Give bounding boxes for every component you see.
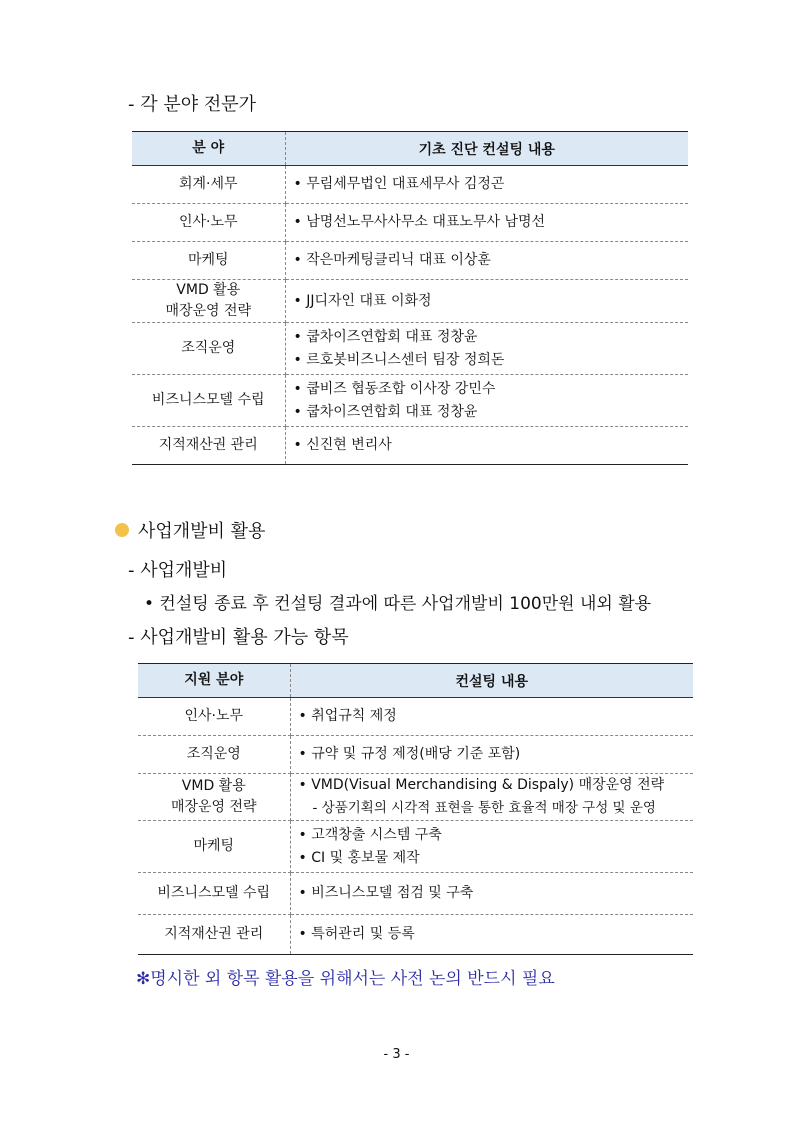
row-content	[290, 736, 693, 774]
row-content	[285, 242, 688, 280]
row-category	[138, 915, 290, 955]
row-content	[290, 915, 693, 955]
section2-bullet: • 컨설팅 종료 후 컨설팅 결과에 따른 사업개발비 100만원 내외 활용	[144, 594, 652, 614]
row-content	[285, 280, 688, 323]
row-content	[290, 821, 693, 873]
row-item: • 규약 및 규정 제정(배당 기준 포함)	[299, 743, 694, 766]
row-content	[290, 774, 693, 821]
row-item: • 신진현 변리사	[294, 434, 689, 457]
section2-title: 사업개발비 활용	[138, 521, 266, 542]
row-category-line: 마케팅	[187, 252, 229, 268]
page-number: - 3 -	[383, 1047, 410, 1062]
row-category-line: 매장운영 전략	[165, 303, 252, 319]
row-item: • 무림세무법인 대표세무사 김정곤	[294, 173, 689, 196]
table-row	[132, 427, 688, 465]
row-category-line: 비즈니스모델 수립	[157, 885, 271, 901]
row-item: • JJ디자인 대표 이화정	[294, 290, 689, 313]
row-category-line: VMD 활용	[181, 778, 246, 794]
row-category	[132, 427, 285, 465]
section1-heading: - 각 분야 전문가	[128, 94, 256, 115]
row-item: • 작은마케팅클리닉 대표 이상훈	[294, 249, 689, 272]
column-header-field: 분 야	[132, 132, 285, 166]
table-row	[132, 323, 688, 375]
row-sub-item: - 상품기획의 시각적 표현을 통한 효율적 매장 구성 및 운영	[312, 800, 656, 816]
table-row	[132, 280, 688, 323]
row-category	[138, 873, 290, 915]
row-content	[285, 323, 688, 375]
column-header-support-field: 지원 분야	[138, 664, 290, 698]
row-content	[285, 427, 688, 465]
row-category-line: 회계·세무	[178, 176, 238, 192]
row-category	[132, 166, 285, 204]
table-row	[132, 375, 688, 427]
table-row	[138, 698, 693, 736]
row-category	[132, 375, 285, 427]
section2-sub1: - 사업개발비	[128, 560, 228, 581]
row-category-line: 비즈니스모델 수립	[151, 392, 265, 408]
row-category-line: 지적재산권 관리	[164, 926, 264, 942]
row-category-line: 인사·노무	[178, 214, 238, 230]
row-category-line: 인사·노무	[184, 708, 244, 724]
row-category	[132, 204, 285, 242]
row-item: • 쿱차이즈연합회 대표 정창윤	[294, 401, 689, 424]
row-content	[285, 204, 688, 242]
column-header-content: 기초 진단 컨설팅 내용	[285, 132, 688, 166]
row-item: • 르호봇비즈니스센터 팀장 정희돈	[294, 349, 689, 372]
experts-table	[132, 131, 688, 465]
row-content	[285, 166, 688, 204]
row-category	[132, 280, 285, 323]
footnote: ✻명시한 외 항목 활용을 위해서는 사전 논의 반드시 필요	[136, 969, 555, 989]
column-header-consulting-content: 컨설팅 내용	[290, 664, 693, 698]
row-category-line: VMD 활용	[176, 282, 241, 298]
row-item: • VMD(Visual Merchandising & Dispaly) 매장운영 전략	[299, 774, 694, 797]
row-item: • 쿱비즈 협동조합 이사장 강민수	[294, 378, 689, 401]
section-bullet-dot-icon	[115, 523, 129, 537]
row-item: • 쿱차이즈연합회 대표 정창윤	[294, 326, 689, 349]
row-item: • 취업규칙 제정	[299, 705, 694, 728]
table-row	[138, 915, 693, 955]
row-item: • 비즈니스모델 점검 및 구축	[299, 882, 694, 905]
row-category	[132, 242, 285, 280]
row-content	[285, 375, 688, 427]
table-row	[138, 736, 693, 774]
table-row	[132, 204, 688, 242]
row-content	[290, 698, 693, 736]
row-category	[138, 736, 290, 774]
row-category-line: 조직운영	[186, 746, 241, 762]
row-category	[138, 821, 290, 873]
row-category-line: 조직운영	[181, 340, 236, 356]
row-item: • 특허관리 및 등록	[299, 923, 694, 946]
table-row	[132, 242, 688, 280]
table-row	[138, 873, 693, 915]
row-category	[138, 774, 290, 821]
row-category-line: 마케팅	[193, 838, 235, 854]
section2-sub2: - 사업개발비 활용 가능 항목	[128, 627, 349, 648]
row-category-line: 매장운영 전략	[170, 799, 257, 815]
row-content	[290, 873, 693, 915]
table-row	[138, 774, 693, 821]
table-row	[132, 166, 688, 204]
row-item: • 남명선노무사사무소 대표노무사 남명선	[294, 211, 689, 234]
budget-items-table	[138, 663, 693, 955]
row-item: • 고객창출 시스템 구축	[299, 824, 694, 847]
table-row	[138, 821, 693, 873]
row-category	[138, 698, 290, 736]
row-category-line: 지적재산권 관리	[158, 437, 258, 453]
row-item: • CI 및 홍보물 제작	[299, 847, 694, 870]
row-category	[132, 323, 285, 375]
